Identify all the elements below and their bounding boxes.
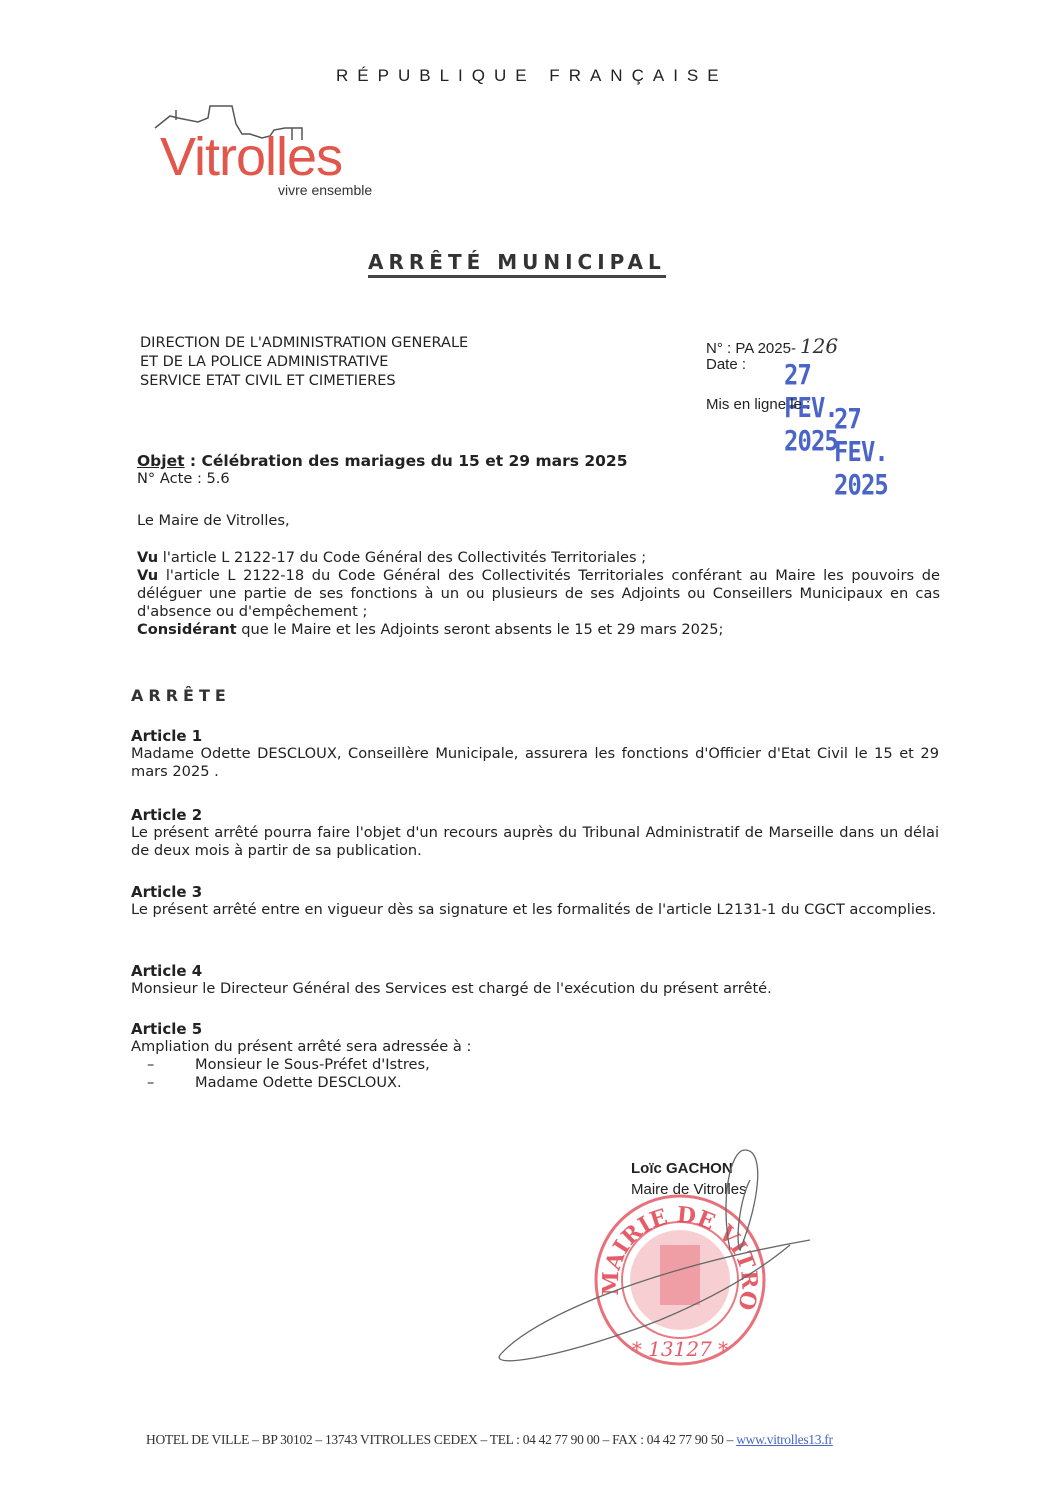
signer-name: Loïc GACHON [631,1160,733,1177]
article-3 [131,883,939,919]
preamble-intro: Le Maire de Vitrolles, [137,512,290,529]
department-line: ET DE LA POLICE ADMINISTRATIVE [140,354,389,370]
reference-number-label: N° : PA 2025- [706,340,796,357]
object-text: : Célébration des mariages du 15 et 29 mars 2025 [184,452,628,470]
date-stamp: 27 FEV. 2025 [784,358,838,457]
signer-role: Maire de Vitrolles [631,1181,747,1198]
vu-clause [137,549,940,567]
object-block [137,452,947,488]
article-4 [131,962,939,998]
considerant-keyword: Considérant [137,621,237,638]
reference-block [706,334,888,501]
recipient-item: – Monsieur le Sous-Préfet d'Istres, [131,1056,939,1074]
considerant-text: que le Maire et les Adjoints seront absents le 15 et 29 mars 2025; [236,621,724,638]
online-date-label: Mis en ligne le : [706,396,811,413]
vu-text: l'article L 2122-18 du Code Général des Collectivités Territoriales conférant au Maire les pouvoirs de déléguer une partie de ses fonctions à un ou plusieurs de ses Adjoints ou Conseillers Municipaux en cas d'absence ou d'empêchement ; [137,567,940,620]
article-text: Monsieur le Directeur Général des Services est chargé de l'exécution du présent arrêté. [131,980,772,997]
reference-number-value: 126 [799,334,839,358]
department-line: DIRECTION DE L'ADMINISTRATION GENERALE [140,335,469,351]
article-text: Le présent arrêté pourra faire l'objet d'un recours auprès du Tribunal Administratif de Marseille dans un délai de deux mois à partir de sa publication. [131,824,939,859]
considerant-clause [137,621,940,639]
vu-keyword: Vu [137,549,159,566]
footer [146,1432,833,1448]
article-text: Le présent arrêté entre en vigueur dès sa signature et les formalités de l'article L2131-1 du CGCT accomplies. [131,901,937,918]
article-text: Ampliation du présent arrêté sera adressée à : [131,1038,472,1055]
preamble-considerations [137,549,940,639]
department-line: SERVICE ETAT CIVIL ET CIMETIERES [140,373,396,389]
website-link[interactable]: www.vitrolles13.fr [736,1432,833,1447]
republique-francaise-header: RÉPUBLIQUE FRANÇAISE [336,66,728,85]
article-text: Madame Odette DESCLOUX, Conseillère Municipale, assurera les fonctions d'Officier d'Etat Civil le 15 et 29 mars 2025 . [131,745,939,780]
article-title: Article 4 [131,962,203,980]
article-title: Article 3 [131,883,203,901]
seal-code: * 13127 * [631,1337,729,1361]
footer-contact: HOTEL DE VILLE – BP 30102 – 13743 VITROLLES CEDEX – TEL : 04 42 77 90 00 – FAX : 04 42 77 90 50 – [146,1432,737,1447]
date-label: Date : [706,356,747,373]
vu-text: l'article L 2122-17 du Code Général des Collectivités Territoriales ; [158,549,647,566]
article-title: Article 5 [131,1020,203,1038]
vu-clause [137,567,940,621]
article-title: Article 1 [131,727,203,745]
article-2 [131,806,939,860]
seal-text: MAIRIE DE VITRO [597,1201,763,1313]
vu-keyword: Vu [137,567,159,584]
logo-wordmark: Vitrolles [160,127,343,187]
article-1 [131,727,939,781]
online-date-stamp: 27 FEV. 2025 [834,402,888,501]
recipients-list [131,1056,939,1092]
handwritten-signature-icon [490,1140,820,1380]
acte-number: N° Acte : 5.6 [137,470,230,487]
recipient-item: – Madame Odette DESCLOUX. [131,1074,939,1092]
object-label: Objet [137,452,185,470]
vitrolles-logo [150,100,410,200]
document-title: ARRÊTÉ MUNICIPAL [368,250,666,278]
article-title: Article 2 [131,806,203,824]
arrete-heading: ARRÊTE [131,686,231,705]
article-5 [131,1020,939,1092]
logo-tagline: vivre ensemble [278,182,373,198]
issuing-department [140,334,468,391]
